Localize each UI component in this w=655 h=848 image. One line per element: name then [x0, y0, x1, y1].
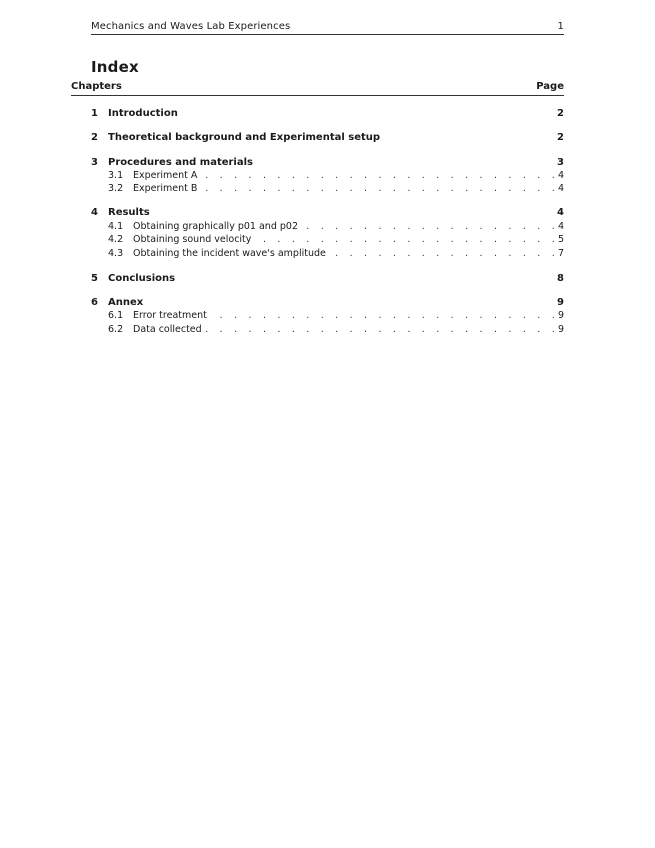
toc-section-entry[interactable]: [0, 309, 655, 322]
toc-section-page: 9: [555, 309, 564, 322]
toc-section-title[interactable]: Experiment B: [133, 182, 200, 195]
toc-section-title[interactable]: Data collected: [133, 323, 205, 336]
toc-section-number: 4.3: [108, 248, 124, 259]
toc-chapter-page: 2: [554, 107, 564, 120]
toc-section-entry[interactable]: [0, 220, 655, 233]
toc-section-entry[interactable]: [0, 323, 655, 336]
toc-chapter-entry[interactable]: [0, 107, 655, 120]
toc-section-number: 4.1: [108, 221, 124, 232]
toc-section-entry[interactable]: [0, 247, 655, 260]
running-header-page-number: 1: [557, 21, 564, 32]
toc-chapter-number: 1: [91, 108, 98, 119]
toc-section-number: 6.1: [108, 310, 124, 321]
index-title: Index: [91, 58, 139, 76]
toc-section-page: 5: [555, 233, 564, 246]
toc-chapter-entry[interactable]: [0, 296, 655, 309]
toc-chapter-entry[interactable]: [0, 272, 655, 285]
toc-section-number: 3.1: [108, 170, 124, 181]
toc-chapter-number: 2: [91, 132, 98, 143]
toc-chapter-entry[interactable]: [0, 156, 655, 169]
toc-chapter-entry[interactable]: [0, 131, 655, 144]
toc-chapters-label: Chapters: [71, 81, 122, 92]
toc-chapter-number: 5: [91, 273, 98, 284]
toc-chapter-number: 4: [91, 207, 98, 218]
toc-chapter-title[interactable]: Theoretical background and Experimental setup: [108, 131, 383, 144]
toc-chapter-page: 8: [554, 272, 564, 285]
toc-section-number: 3.2: [108, 183, 124, 194]
toc-page-label: Page: [536, 81, 564, 92]
toc-chapter-page: 3: [554, 156, 564, 169]
toc-chapter-title[interactable]: Introduction: [108, 107, 181, 120]
toc-section-entry[interactable]: [0, 182, 655, 195]
running-header-title: Mechanics and Waves Lab Experiences: [91, 21, 291, 32]
toc-section-page: 4: [555, 169, 564, 182]
toc-section-entry[interactable]: [0, 233, 655, 246]
toc-section-title[interactable]: Obtaining the incident wave's amplitude: [133, 247, 329, 260]
toc-section-page: 7: [555, 247, 564, 260]
toc-section-number: 6.2: [108, 324, 124, 335]
toc-chapter-number: 6: [91, 297, 98, 308]
toc-chapter-page: 2: [554, 131, 564, 144]
toc-section-number: 4.2: [108, 234, 124, 245]
toc-section-entry[interactable]: [0, 169, 655, 182]
toc-section-title[interactable]: Error treatment: [133, 309, 210, 322]
toc-section-page: 4: [555, 182, 564, 195]
toc-header: [71, 79, 564, 96]
toc-section-title[interactable]: Obtaining sound velocity: [133, 233, 254, 246]
toc-chapter-page: 4: [554, 206, 564, 219]
toc-chapter-title[interactable]: Results: [108, 206, 153, 219]
toc-section-title[interactable]: Obtaining graphically p01 and p02: [133, 220, 301, 233]
toc-section-page: 9: [555, 323, 564, 336]
toc-chapter-title[interactable]: Conclusions: [108, 272, 178, 285]
toc-chapter-title[interactable]: Annex: [108, 296, 146, 309]
toc-chapter-number: 3: [91, 157, 98, 168]
toc-section-title[interactable]: Experiment A: [133, 169, 200, 182]
toc-chapter-page: 9: [554, 296, 564, 309]
running-header: [91, 20, 564, 35]
toc-section-page: 4: [555, 220, 564, 233]
toc-chapter-entry[interactable]: [0, 206, 655, 219]
toc-chapter-title[interactable]: Procedures and materials: [108, 156, 256, 169]
